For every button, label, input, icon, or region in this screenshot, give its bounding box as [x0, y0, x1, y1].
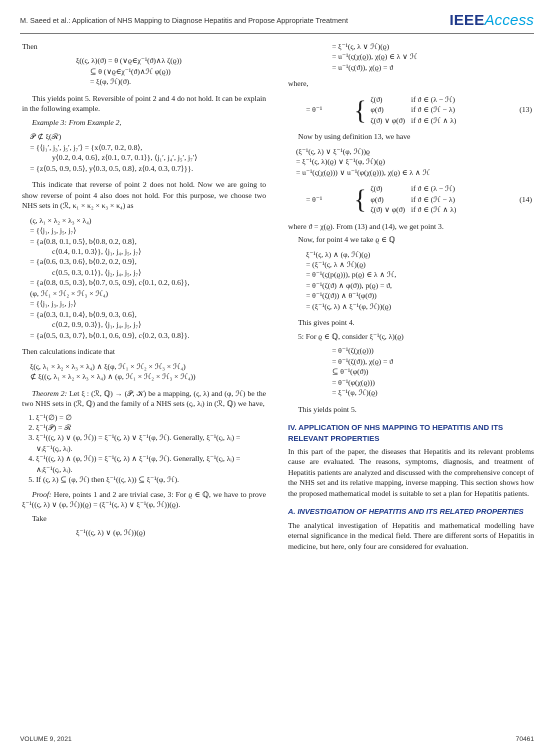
paragraph: This yields point 5. Reversible of point 2 and 4 do not hold. It can be explain in the following example.	[22, 93, 266, 114]
cases-row	[370, 195, 462, 205]
header-rule	[20, 33, 534, 34]
eq-line: = {a⟨0.3, 0.1, 0.4⟩, b⟨0.9, 0.3, 0.6⟩,	[30, 309, 137, 319]
left-brace-icon: {	[354, 95, 367, 125]
paragraph: where ϑ = χ(ϱ). From (13) and (14), we get point 3.	[288, 221, 444, 231]
theorem-items	[22, 413, 266, 486]
eq-line: ξ((ς, λ)(ϑ) = θ (∨ϱ∈χ⁻¹(ϑ)∧λ ζ(ϱ))	[76, 56, 182, 66]
paragraph: Now, for point 4 we take ϱ ∈ ℚ	[298, 235, 396, 245]
logo-ieee: IEEE	[449, 12, 485, 29]
where-text: where,	[288, 79, 309, 89]
paragraph: 5: For ϱ ∈ ℚ, consider ξ⁻¹(ς, λ)(ϱ)	[298, 331, 404, 341]
eq-line: (ξ⁻¹(ς, λ) ∨ ξ⁻¹(φ, ℋ))ϱ	[296, 146, 370, 156]
cases-condition: if ϑ ∈ (λ − ℋ)	[411, 94, 456, 104]
eq-line: = ξ⁻¹(ς, λ ∨ ℋ)(ϱ)	[332, 42, 390, 51]
right-column	[288, 42, 534, 555]
eq-line: = (ξ⁻¹(ς, λ) ∧ ξ⁻¹(φ, ℋ))(ϱ)	[306, 301, 392, 311]
equation-number: (13)	[519, 105, 532, 115]
eq-line: = {⟨j₁, j₃, j₅, j₇⟩	[30, 226, 77, 236]
eq-line: ⊆ θ (∨ϱ∈χ⁻¹(ϑ)∧ℋ φ(ϱ))	[90, 66, 171, 76]
logo-access: Access	[484, 12, 534, 29]
cases-value: φ(ϑ)	[370, 105, 384, 115]
equation-block-r4	[288, 346, 534, 398]
equation-block-r3	[288, 250, 534, 313]
eq-line: = θ⁻¹(φ(χ(ϱ)))	[332, 377, 375, 387]
equation-block-5	[22, 528, 266, 538]
page-header	[20, 12, 534, 34]
equation-block-r1	[288, 42, 534, 73]
eq-line: = ξ(φ, ℋ)(ϑ).	[90, 77, 132, 87]
running-title: M. Saeed et al.: Application of NHS Mapping to Diagnose Hepatitis and Propose Appropriate Treatment	[20, 16, 349, 25]
equation-block-4	[22, 362, 266, 383]
cases-row	[370, 105, 462, 115]
eq-line: = u⁻¹(ς(χ(ϱ)), χ(ϱ) ∈ λ ∨ ℋ	[332, 52, 418, 62]
proof	[22, 490, 266, 511]
paragraph: Then calculations indicate that	[22, 347, 115, 357]
page-number: 70461	[515, 736, 534, 743]
theorem-text: Let ξ : (ℛ, ℚ) → (𝒫, 𝒦) be a mapping, (ς, λ) and (φ, ℋ) be the two NHS sets in (ℛ, ℚ) and the family of a NHS sets (ςᵢ, λᵢ) in (ℛ, ℚ) we have,	[22, 388, 266, 409]
cases-table	[370, 95, 462, 126]
theorem-item: 2. ξ⁻¹(𝒫) = ℛ	[36, 423, 266, 433]
equation-block-2	[22, 132, 266, 174]
eq-line: (ς, λ₁ × λ₂ × λ₃ × λ₄)	[30, 215, 92, 225]
cases-value: ζ(ϑ)	[370, 94, 383, 104]
eq-line: c⟨0.2, 0.9, 0.3⟩}, ⟨j₁, j₄, j₅, j₇⟩	[52, 320, 142, 330]
equation-13	[288, 95, 534, 126]
cases-row	[370, 205, 462, 215]
page-footer	[20, 736, 534, 743]
cases-condition: if ϑ ∈ (λ − ℋ)	[411, 184, 456, 194]
cases-value: ζ(ϑ) ∨ φ(ϑ)	[370, 115, 406, 125]
eq-line: = θ⁻¹(ζ(χ(ϱ)))	[332, 346, 374, 356]
paragraph: This indicate that reverse of point 2 does not hold. Now we are going to show reverse of point 4 also does not hold. For this purpose, we choose two NHS sets in (ℛ, κ₁ × κ₂ × κ₃ × κ₄) as	[22, 180, 266, 211]
equation-block-3	[22, 216, 266, 342]
eq-line: ξ⁻¹(ς, λ) ∧ (φ, ℋ)(ϱ)	[306, 249, 371, 259]
eq-line: = {⟨j₁′, j₃′, j₅′, j₇′⟩ = {x⟨0.7, 0.2, 0.8⟩,	[30, 142, 143, 152]
section-paragraph: In this part of the paper, the diseases that Hepatitis and its relevant problems cause are evaluated. The reasons, symptoms, diagnosis, and treatment of Hepatitis patients are analyzed and discussed with the comprehensive concept of the NHS set and its relative mapping, inverse mapping. This section shows how the proposed mathematical model is suitable to set a plan for Hepatitis patients.	[288, 447, 534, 498]
theorem-item: 3. ξ⁻¹((ς, λ) ∨ (φ, ℋ)) = ξ⁻¹(ς, λ) ∨ ξ⁻¹(φ, ℋ). Generally, ξ⁻¹(ςᵢ, λᵢ) = ∨ᵢξ⁻¹(ςᵢ, λᵢ).	[36, 433, 266, 454]
eq-line: = θ⁻¹(ς(p(ϱ))), p(ϱ) ∈ λ ∧ ℋ,	[306, 270, 397, 280]
left-brace-icon: {	[354, 184, 367, 214]
proof-text: Here, points 1 and 2 are trivial case, 3: For ϱ ∈ ℚ, we have to prove ξ⁻¹((ς, λ) ∨ (φ, ℋ))(ϱ) = (ξ⁻¹(ς, λ) ∨ ξ⁻¹(φ, ℋ))(ϱ).	[22, 489, 266, 510]
cases-table	[370, 184, 462, 215]
then-text: Then	[22, 42, 38, 51]
theorem-2	[22, 389, 266, 410]
left-column	[22, 42, 266, 545]
eq-line: = ξ⁻¹(ς, λ)(ϱ) ∨ ξ⁻¹(φ, ℋ)(ϱ)	[296, 157, 386, 167]
equation-block-r2	[288, 147, 534, 178]
proof-label: Proof:	[32, 489, 52, 499]
eq-line: = θ⁻¹(ζ(ϑ)), χ(ϱ) = ϑ	[332, 356, 394, 366]
eq-line: ⊄ ξ((ς, λ₁ × λ₂ × λ₃ × λ₄) ∧ (φ, ℋ₁ × ℋ₂ × ℋ₃ × ℋ₄))	[30, 372, 196, 382]
cases-condition: if ϑ ∈ (ℋ ∧ λ)	[411, 205, 457, 215]
eq-line: = u⁻¹(ς(χ(ϱ))) ∨ u⁻¹(φ(χ(ϱ))), χ(ϱ) ∈ λ ∧ ℋ	[296, 167, 430, 177]
eq-line: 𝒫 ⊄ ξ(ℛ)	[30, 132, 62, 142]
equation-number: (14)	[519, 194, 532, 204]
eq-line: = {a⟨0.6, 0.3, 0.6⟩, b⟨0.2, 0.2, 0.9⟩,	[30, 257, 137, 267]
eq-line: = {a⟨0.8, 0.1, 0.5⟩, b⟨0.8, 0.2, 0.8⟩,	[30, 236, 137, 246]
cases-lhs: = θ⁻¹	[306, 105, 323, 115]
theorem-item: 1. ξ⁻¹(∅) = ∅	[36, 413, 266, 423]
equation-block-1	[22, 56, 266, 87]
eq-line: c⟨0.5, 0.3, 0.1⟩}, ⟨j₂, j₄, j₅, j₇⟩	[52, 267, 142, 277]
take-text: Take	[32, 513, 47, 523]
theorem-item: 4. ξ⁻¹((ς, λ) ∧ (φ, ℋ)) = ξ⁻¹(ς, λ) ∧ ξ⁻¹(φ, ℋ). Generally, ξ⁻¹(ςᵢ, λᵢ) = ∧ᵢξ⁻¹(ςᵢ, λᵢ).	[36, 454, 266, 475]
theorem-item: 5. If (ς, λ) ⊆ (φ, ℋ) then ξ⁻¹((ς, λ)) ⊆ ξ⁻¹(φ, ℋ).	[36, 475, 266, 485]
eq-line: = {a⟨0.8, 0.5, 0.3⟩, b⟨0.7, 0.5, 0.9⟩, c⟨0.1, 0.2, 0.6⟩},	[30, 278, 190, 288]
paragraph: This yields point 5.	[298, 404, 357, 414]
subsection-heading: A. INVESTIGATION OF HEPATITIS AND ITS RELATED PROPERTIES	[288, 507, 524, 517]
eq-line: ξ(ς, λ₁ × λ₂ × λ₃ × λ₄) ∧ ξ(φ, ℋ₁ × ℋ₂ × ℋ₃ × ℋ₄)	[30, 361, 186, 371]
ieee-access-logo	[449, 12, 534, 29]
cases-row	[370, 95, 462, 105]
cases-condition: if ϑ ∈ (ℋ ∧ λ)	[411, 115, 457, 125]
eq-line: = {z⟨0.5, 0.9, 0.5⟩, y⟨0.3, 0.5, 0.8⟩, z⟨0.4, 0.3, 0.7⟩}}.	[30, 163, 194, 173]
eq-line: ⊆ θ⁻¹(φ(ϑ))	[332, 367, 369, 377]
eq-line: ξ⁻¹((ς, λ) ∨ (φ, ℋ))(ϱ)	[76, 528, 146, 538]
cases-row	[370, 184, 462, 194]
cases-value: ζ(ϑ)	[370, 184, 383, 194]
eq-line: c⟨0.4, 0.1, 0.3⟩}, ⟨j₁, j₄, j₅, j₇⟩	[52, 246, 142, 256]
subsection-paragraph: The analytical investigation of Hepatitis and mathematical modelling have eternal significance in the medical field. There are different sorts of Hepatitis in medicine, but here, only four are considered for evaluation.	[288, 520, 534, 551]
cases-lhs: = θ⁻¹	[306, 194, 323, 204]
cases-value: ζ(ϑ) ∨ φ(ϑ)	[370, 205, 406, 215]
eq-line: = u⁻¹(ς(ϑ)), χ(ϱ) = ϑ	[332, 62, 394, 72]
cases-condition: if ϑ ∈ (ℋ − λ)	[411, 105, 456, 115]
cases-row	[370, 116, 462, 126]
eq-line: = θ⁻¹(ζ(ϑ)) ∧ θ⁻¹(φ(ϑ))	[306, 291, 377, 301]
eq-line: = θ⁻¹(ζ(ϑ) ∧ φ(ϑ)), p(ϱ) = ϑ,	[306, 280, 392, 290]
cases-condition: if ϑ ∈ (ℋ − λ)	[411, 194, 456, 204]
eq-line: = {⟨j₁, j₃, j₅, j₇⟩	[30, 299, 77, 309]
cases-value: φ(ϑ)	[370, 194, 384, 204]
eq-line: (φ, ℋ₁ × ℋ₂ × ℋ₃ × ℋ₄)	[30, 288, 109, 298]
eq-line: y⟨0.2, 0.4, 0.6⟩, z⟨0.1, 0.7, 0.1⟩}, ⟨j₁′, j₄′, j₅′, j₇′⟩	[52, 153, 198, 163]
theorem-label: Theorem 2:	[32, 388, 68, 398]
eq-line: = {a⟨0.5, 0.3, 0.7⟩, b⟨0.1, 0.6, 0.9⟩, c⟨0.2, 0.3, 0.8⟩}.	[30, 330, 190, 340]
section-heading: IV. APPLICATION OF NHS MAPPING TO HEPATITIS AND ITS RELEVANT PROPERTIES	[288, 423, 504, 443]
example-heading: Example 3: From Example 2,	[32, 117, 122, 127]
volume-label: VOLUME 9, 2021	[20, 736, 72, 743]
eq-line: = (ξ⁻¹(ς, λ ∧ ℋ)(ϱ)	[306, 259, 366, 269]
eq-line: = ξ⁻¹(φ, ℋ)(ϱ)	[332, 388, 378, 398]
paragraph: Now by using definition 13, we have	[298, 132, 411, 142]
paragraph: This gives point 4.	[298, 318, 355, 328]
equation-14	[288, 184, 534, 215]
